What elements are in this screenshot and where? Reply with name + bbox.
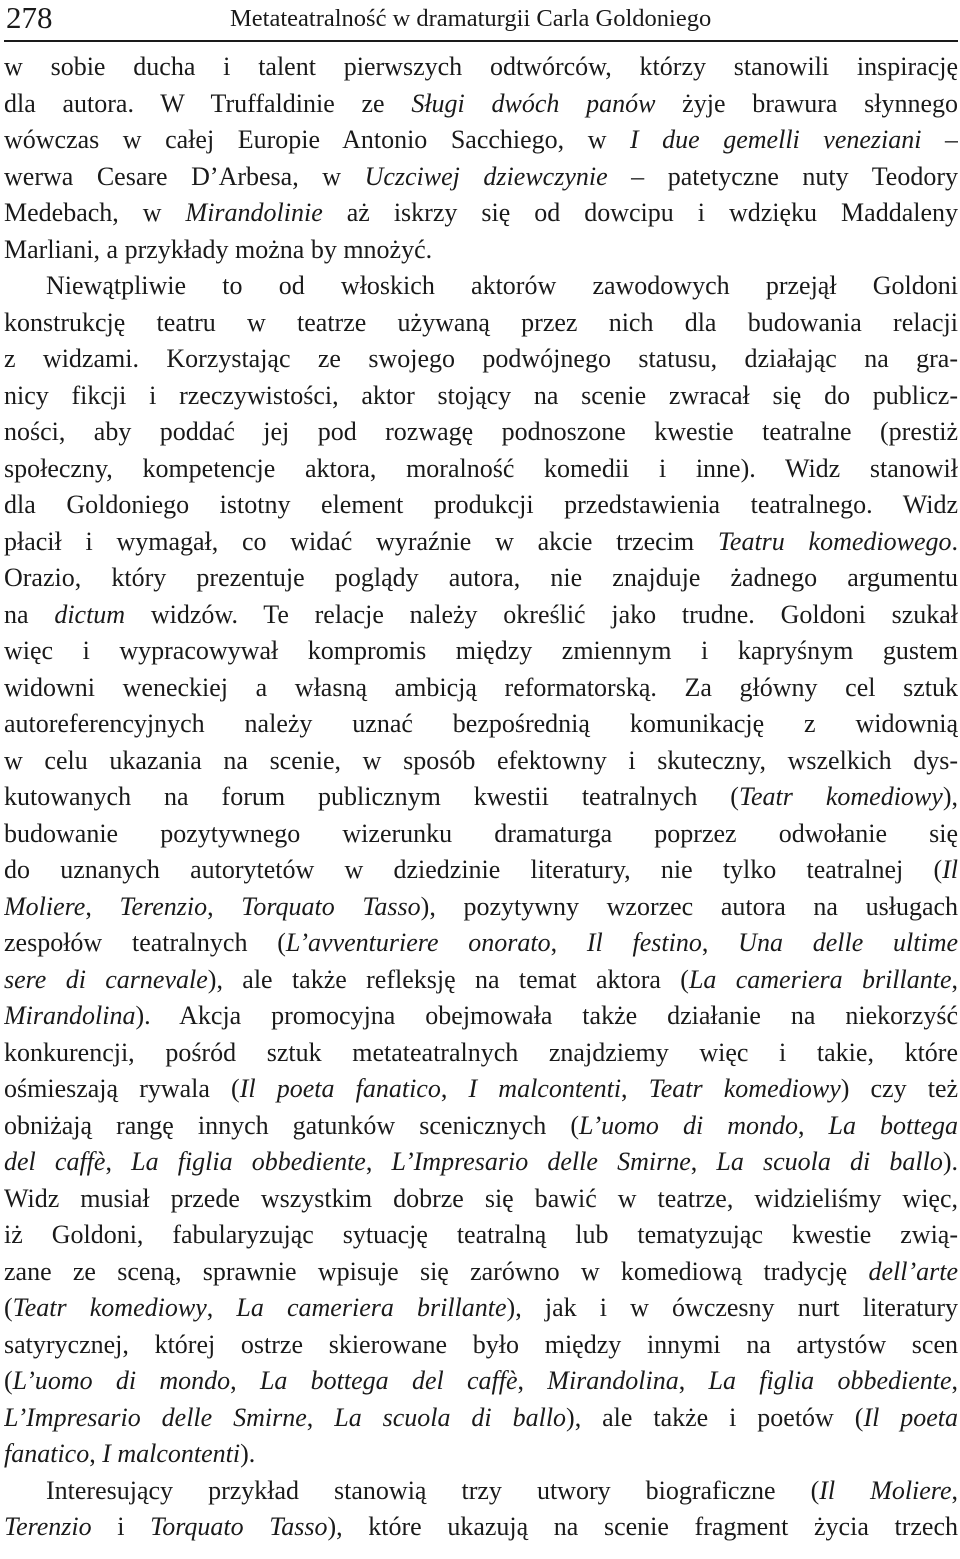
- page-number: 278: [6, 0, 53, 35]
- text-line: [4, 743, 958, 780]
- text-segment: Orazio, który prezentuje poglądy autora, nie znajduje żadnego argumentu: [4, 563, 958, 592]
- text-segment: i: [91, 1512, 151, 1541]
- text-line: [4, 1400, 958, 1437]
- italic-title: L’Impresario delle Smirne: [391, 1147, 691, 1176]
- italic-title: Terenzio: [119, 891, 208, 921]
- italic-title: Sługi dwóch panów: [411, 88, 656, 118]
- text-line: [4, 998, 958, 1035]
- text-segment: ), ale także refleksję na temat aktora (: [207, 964, 689, 994]
- text-line: [4, 1181, 958, 1218]
- italic-title: L’uomo di mondo: [12, 1366, 231, 1395]
- italic-title: La figlia obbediente: [708, 1366, 952, 1395]
- italic-title: Il Moliere: [819, 1475, 952, 1505]
- italic-title: Il festino: [586, 928, 702, 957]
- text-segment: płacił i wymagał, co widać wyraźnie w akcie trzecim: [4, 526, 718, 556]
- italic-title: Torquato Tasso: [241, 891, 421, 921]
- text-line: [4, 597, 958, 634]
- text-segment: ,: [690, 1147, 717, 1176]
- text-segment: dla autora. W Truffaldinie ze: [4, 88, 412, 118]
- italic-title: Mirandolina: [547, 1366, 679, 1395]
- text-segment: ,: [621, 1074, 649, 1103]
- text-segment: wówczas w całej Europie Antonio Sacchiego, w: [4, 125, 630, 154]
- text-line: [4, 524, 958, 561]
- text-segment: konstrukcję teatru w teatrze używaną przez nich dla budowania relacji: [4, 307, 958, 337]
- text-segment: werwa Cesare D’Arbesa, w: [4, 161, 365, 191]
- italic-title: Teatr komediowy: [738, 782, 943, 811]
- italic-title: I malcontenti: [102, 1439, 241, 1468]
- italic-title: Il: [942, 855, 958, 884]
- italic-title: sere di carnevale: [4, 964, 208, 994]
- text-line: [4, 962, 958, 999]
- text-line: [4, 1071, 958, 1108]
- text-line: [4, 1144, 958, 1181]
- italic-title: Il poeta: [863, 1402, 958, 1432]
- italic-title: La bottega del caffè: [259, 1366, 518, 1395]
- text-segment: ,: [550, 928, 587, 957]
- text-segment: ,: [89, 1439, 103, 1468]
- text-segment: ), jak i w ówczesny nurt literatury: [506, 1293, 958, 1322]
- text-line: [4, 451, 958, 488]
- text-line: [4, 159, 958, 196]
- text-line: [4, 1108, 958, 1145]
- text-segment: ,: [678, 1366, 709, 1395]
- text-segment: dla Goldoniego istotny element produkcji przedstawienia teatralnego. Widz: [4, 490, 958, 519]
- italic-title: Il poeta fanatico: [239, 1074, 441, 1103]
- italic-title: Una delle ultime: [738, 928, 958, 957]
- header-divider: [4, 40, 958, 42]
- text-segment: ), ale także i poetów (: [566, 1402, 864, 1432]
- italic-title: Teatru komediowego: [717, 526, 952, 556]
- text-line: [4, 122, 958, 159]
- text-segment: ,: [440, 1074, 469, 1103]
- italic-title: Mirandolina: [4, 1001, 136, 1030]
- italic-title: Terenzio: [4, 1512, 92, 1541]
- text-segment: Niewątpliwie to od włoskich aktorów zawodowych przejął Goldoni: [46, 271, 958, 300]
- text-segment: ), które ukazują na scenie fragment życia trzech: [327, 1512, 958, 1541]
- text-segment: ośmieszają rywala (: [4, 1074, 240, 1103]
- italic-title: Torquato Tasso: [150, 1512, 328, 1541]
- text-line: [4, 487, 958, 524]
- text-segment: .: [951, 526, 958, 556]
- text-segment: (: [4, 1366, 13, 1395]
- text-segment: ). Akcja promocyjna obejmowała także działanie na niekorzyść: [135, 1001, 958, 1030]
- italic-title: La bottega: [828, 1110, 958, 1140]
- text-segment: Marliani, a przykłady można by mnożyć.: [4, 234, 433, 264]
- text-segment: zespołów teatralnych (: [4, 928, 286, 957]
- italic-title: I due gemelli veneziani: [630, 125, 922, 154]
- italic-title: L’Impresario delle Smirne: [4, 1402, 307, 1432]
- text-segment: Widz musiał przede wszystkim dobrze się bawić w teatrze, widzieliśmy więc,: [4, 1183, 958, 1213]
- text-segment: budowanie pozytywnego wizerunku dramaturga poprzez odwołanie się: [4, 818, 958, 848]
- text-line: [4, 1035, 958, 1072]
- italic-title: del caffè: [4, 1147, 106, 1176]
- text-segment: widowni weneckiej a własną ambicją reformatorską. Za główny cel sztuk: [4, 672, 958, 702]
- text-segment: ), pozytywny wzorzec autora na usługach: [420, 891, 958, 921]
- text-segment: konkurencji, pośród sztuk metateatralnych znajdziemy więc i takie, które: [4, 1037, 958, 1067]
- text-segment: ).: [942, 1147, 958, 1176]
- text-segment: społeczny, kompetencje aktora, moralność komedii i inne). Widz stanowił: [4, 453, 958, 483]
- text-line: [4, 341, 958, 378]
- text-line: [4, 633, 958, 670]
- text-line: [4, 1254, 958, 1291]
- italic-title: La scuola di ballo: [334, 1402, 567, 1432]
- text-line: [4, 889, 958, 926]
- text-segment: w celu ukazania na scenie, w sposób efektowny i skuteczny, wszelkich dys-: [4, 745, 958, 775]
- italic-title: La figlia obbediente: [131, 1147, 366, 1176]
- text-segment: autoreferencyjnych należy uznać bezpośrednią komunikację z widownią: [4, 709, 958, 738]
- italic-title: fanatico: [4, 1439, 90, 1468]
- text-segment: na: [4, 599, 55, 629]
- text-line: [4, 49, 958, 86]
- running-title: Metateatralność w dramaturgii Carla Goldoniego: [230, 5, 712, 32]
- text-line: [4, 1473, 958, 1510]
- text-segment: (: [4, 1293, 13, 1322]
- text-segment: ,: [230, 1366, 260, 1395]
- text-segment: ) czy też: [840, 1074, 958, 1103]
- italic-title: dictum: [54, 599, 126, 629]
- text-segment: ,: [517, 1366, 548, 1395]
- text-segment: iż Goldoni, fabularyzując sytuację teatralną lub tematyzując kwestie zwią-: [4, 1220, 958, 1249]
- text-segment: ,: [207, 891, 242, 921]
- italic-title: Teatr komediowy: [12, 1293, 207, 1322]
- text-line: [4, 779, 958, 816]
- text-segment: ,: [951, 1475, 958, 1505]
- text-segment: z widzami. Korzystając ze swojego podwójnego statusu, działając na gra-: [4, 344, 958, 373]
- italic-title: Uczciwej dziewczynie: [364, 161, 608, 191]
- text-segment: – patetyczne nuty Teodory: [607, 161, 958, 191]
- italic-title: I malcontenti: [468, 1074, 622, 1103]
- text-line: [4, 1363, 958, 1400]
- italic-title: La cameriera brillante: [688, 964, 952, 994]
- text-segment: nicy fikcji i rzeczywistości, aktor stojący na scenie zwracał się do publicz-: [4, 380, 958, 410]
- italic-title: Mirandolinie: [185, 198, 323, 227]
- text-line: [4, 670, 958, 707]
- text-segment: ności, aby poddać jej pod rozwagę podnoszone kwestie teatralne (prestiż: [4, 417, 958, 446]
- text-segment: ,: [701, 928, 739, 957]
- text-line: [4, 1217, 958, 1254]
- italic-title: L’avventuriere onorato: [285, 928, 551, 957]
- text-segment: Interesujący przykład stanowią trzy utwory biograficzne (: [46, 1475, 820, 1505]
- text-line: [4, 852, 958, 889]
- italic-title: La cameriera brillante: [236, 1293, 507, 1322]
- text-segment: ,: [206, 1293, 237, 1322]
- text-line: [4, 560, 958, 597]
- text-segment: ),: [942, 782, 958, 811]
- italic-title: La scuola di ballo: [716, 1147, 943, 1176]
- text-segment: więc i wypracowywał kompromis między zmiennym i kapryśnym gustem: [4, 636, 958, 665]
- text-segment: aż iskrzy się od dowcipu i wdzięku Maddaleny: [322, 198, 958, 227]
- text-segment: w sobie ducha i talent pierwszych odtwórców, którzy stanowili inspirację: [4, 52, 958, 81]
- text-segment: widzów. Te relacje należy określić jako trudne. Goldoni szukał: [125, 599, 958, 629]
- body-text: [4, 49, 958, 1546]
- italic-title: dell’arte: [868, 1256, 958, 1286]
- text-segment: ,: [951, 1366, 958, 1395]
- text-line: [4, 925, 958, 962]
- text-line: [4, 378, 958, 415]
- text-line: [4, 1436, 958, 1473]
- text-segment: zane ze sceną, sprawnie wpisuje się zarówno w komediową tradycję: [4, 1256, 869, 1286]
- text-segment: obniżają rangę innych gatunków scenicznych (: [4, 1110, 579, 1140]
- text-segment: ,: [951, 964, 958, 994]
- text-line: [4, 86, 958, 123]
- text-segment: ,: [105, 1147, 132, 1176]
- text-segment: satyrycznej, której ostrze skierowane było między innymi na artystów scen: [4, 1329, 958, 1359]
- text-segment: żyje brawura słynnego: [655, 88, 958, 118]
- text-segment: Medebach, w: [4, 198, 186, 227]
- italic-title: Moliere: [4, 891, 86, 921]
- text-segment: ,: [85, 891, 120, 921]
- text-line: [4, 1290, 958, 1327]
- text-line: [4, 414, 958, 451]
- page-header: [0, 0, 960, 40]
- text-line: [4, 1327, 958, 1364]
- italic-title: Teatr komediowy: [648, 1074, 841, 1103]
- text-line: [4, 816, 958, 853]
- text-line: [4, 268, 958, 305]
- text-segment: ,: [306, 1402, 335, 1432]
- text-segment: do uznanych autorytetów w dziedzinie literatury, nie tylko teatralnej (: [4, 855, 943, 884]
- text-segment: ,: [365, 1147, 392, 1176]
- italic-title: L’uomo di mondo: [578, 1110, 798, 1140]
- text-segment: ).: [240, 1439, 256, 1468]
- text-line: [4, 305, 958, 342]
- text-line: [4, 195, 958, 232]
- text-segment: ,: [797, 1110, 829, 1140]
- text-line: [4, 1509, 958, 1546]
- text-line: [4, 232, 958, 269]
- text-segment: –: [921, 125, 958, 154]
- text-line: [4, 706, 958, 743]
- text-segment: kutowanych na forum publicznym kwestii teatralnych (: [4, 782, 739, 811]
